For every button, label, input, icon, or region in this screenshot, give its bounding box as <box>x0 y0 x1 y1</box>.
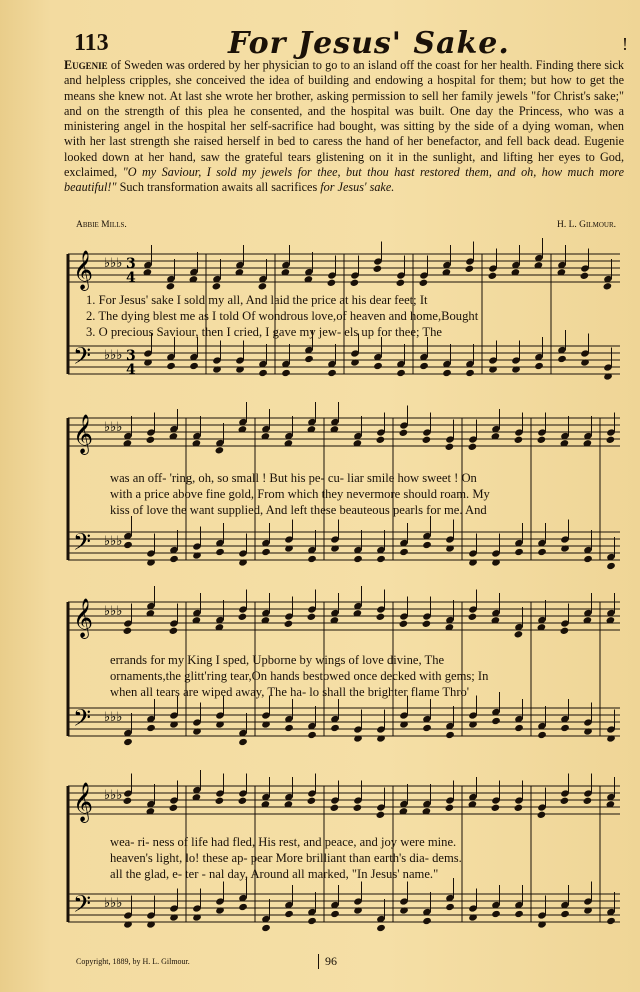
notehead <box>215 446 225 454</box>
notehead <box>514 436 524 444</box>
key-signature-flats-bass: ♭♭♭ <box>104 348 123 363</box>
notehead <box>465 369 475 377</box>
notehead <box>307 555 317 563</box>
composer-credit: H. L. Gilmour. <box>556 220 616 230</box>
key-signature-flats: ♭♭♭ <box>104 420 123 435</box>
notehead <box>307 731 317 739</box>
credits <box>76 220 616 230</box>
lyric-verse-3: kiss of love the want supplied, And left these beauteous pearls for me. And <box>110 503 487 517</box>
key-signature-flats: ♭♭♭ <box>104 604 123 619</box>
treble-clef-icon: 𝄞 <box>73 414 94 454</box>
treble-clef-icon: 𝄞 <box>73 250 94 290</box>
notehead <box>537 731 547 739</box>
notehead <box>166 362 176 370</box>
key-signature-flats: ♭♭♭ <box>104 256 123 271</box>
bass-clef-icon: 𝄢 <box>73 342 92 375</box>
notehead <box>465 265 475 273</box>
notehead <box>514 724 524 732</box>
notehead <box>373 362 383 370</box>
notehead <box>169 555 179 563</box>
notehead <box>123 541 133 549</box>
lyric-verse-3: 3. O precious Saviour, then I cried, I gave my jew- els up for thee; The <box>86 325 442 339</box>
lyric-verse-1: was an off- 'ring, oh, so small ! But his pe- cu- liar smile how sweet ! On <box>110 471 477 485</box>
notehead <box>284 910 294 918</box>
notehead <box>330 804 340 812</box>
hymn-number: 113 <box>74 30 109 56</box>
key-signature-flats-bass: ♭♭♭ <box>104 534 123 549</box>
notehead <box>307 917 317 925</box>
notehead <box>373 265 383 273</box>
notehead <box>560 627 570 635</box>
lyrics-system-1 <box>86 292 626 340</box>
bass-clef-icon: 𝄢 <box>73 704 92 737</box>
notehead <box>399 548 409 556</box>
notehead <box>146 724 156 732</box>
key-signature-flats: ♭♭♭ <box>104 788 123 803</box>
notehead <box>238 903 248 911</box>
story-tail-emphasis: for Jesus' sake. <box>320 180 395 195</box>
lyrics-system-2 <box>110 470 640 518</box>
notehead <box>399 620 409 628</box>
notehead <box>146 436 156 444</box>
notehead <box>560 797 570 805</box>
notehead <box>491 804 501 812</box>
notehead <box>560 910 570 918</box>
notehead <box>284 620 294 628</box>
notehead <box>514 804 524 812</box>
lyric-verse-1: wea- ri- ness of life had fled, His rest, and peace, and joy were mine. <box>110 835 457 849</box>
notehead <box>422 917 432 925</box>
lyric-verse-2: heaven's light, lo! these ap- pear More brilliant than earth's dia- dems. <box>110 851 462 865</box>
notehead <box>399 429 409 437</box>
notehead <box>327 279 337 287</box>
notehead <box>304 355 314 363</box>
notehead <box>603 282 613 290</box>
notehead <box>468 613 478 621</box>
story-quote: "O my Saviour, I sold my jewels for thee, but thou hast restored them, and oh, how much more beautiful!" <box>64 165 624 195</box>
notehead <box>376 811 386 819</box>
key-signature-flats-bass: ♭♭♭ <box>104 896 123 911</box>
notehead <box>537 811 547 819</box>
time-signature-bottom: 4 <box>126 270 136 286</box>
lyric-verse-1: errands for my King I sped, Upborne by wings of love divine, The <box>110 653 445 667</box>
notehead <box>261 548 271 556</box>
copyright-notice: Copyright, 1889, by H. L. Gilmour. <box>76 957 190 966</box>
story-body: of Sweden was ordered by her physician to go to an island off the coast for her health. Finding there sick and helpless cripples, she conceived the idea of building and endowing a hospital for them; but how to get the means she knew not. At last she wrote her brother, asking permission to sell her family jewels "for Christ's sake;" and on the strength of this plea he consented, and the hospital was built. One day the Princess, who was a ministering angel in the hospital her self-sacrifice had bought, was sitting by the side of a dying woman, when with her last strength she raised herself in bed to caress the hand of her benefactor, and fell back dead. Eugenie looked down at her hand, saw the grateful tears glistening on it in the sunlight, and lifting her eyes to God, exclaimed, <box>64 58 624 180</box>
notehead <box>537 436 547 444</box>
notehead <box>261 924 271 932</box>
lyrics-system-4 <box>110 834 640 882</box>
lyric-verse-2: 2. The dying blest me as I told Of wondrous love,of heaven and home,Bought <box>86 309 479 323</box>
time-signature-bottom-bass: 4 <box>126 362 136 378</box>
notehead <box>445 903 455 911</box>
notehead <box>376 555 386 563</box>
notehead <box>284 724 294 732</box>
notehead <box>560 724 570 732</box>
notehead <box>445 443 455 451</box>
notehead <box>212 282 222 290</box>
lyric-verse-3: when all tears are wiped away, The ha- lo shall the brighter flame Thro' <box>110 685 470 699</box>
notehead <box>557 355 567 363</box>
notehead <box>514 910 524 918</box>
page-number: 96 <box>318 954 337 969</box>
story-tail: Such transformation awaits all sacrifices <box>119 180 318 195</box>
hymn-title: For Jesus' Sake. <box>228 26 510 61</box>
notehead <box>422 724 432 732</box>
notehead <box>376 613 386 621</box>
notehead <box>258 369 268 377</box>
notehead <box>583 555 593 563</box>
notehead <box>307 613 317 621</box>
notehead <box>396 279 406 287</box>
notehead <box>606 917 616 925</box>
notehead <box>215 548 225 556</box>
key-signature-flats-bass: ♭♭♭ <box>104 710 123 725</box>
notehead <box>123 797 133 805</box>
treble-clef-icon: 𝄞 <box>73 598 94 638</box>
notehead <box>580 272 590 280</box>
lyric-verse-2: with a price above fine gold, From which they nevermore should roam. My <box>110 487 490 501</box>
lyric-verse-1: 1. For Jesus' sake I sold my all, And laid the price at his dear feet; It <box>86 293 428 307</box>
notehead <box>606 436 616 444</box>
lyric-verse-3: all the glad, e- ter - nal day, Around all marked, "In Jesus' name." <box>110 867 439 881</box>
notehead <box>353 555 363 563</box>
notehead <box>166 282 176 290</box>
notehead <box>537 548 547 556</box>
notehead <box>488 272 498 280</box>
corner-mark: ! <box>622 34 628 54</box>
notehead <box>445 731 455 739</box>
notehead <box>215 797 225 805</box>
notehead <box>491 910 501 918</box>
notehead <box>422 620 432 628</box>
treble-clef-icon: 𝄞 <box>73 782 94 822</box>
notehead <box>376 436 386 444</box>
notehead <box>330 724 340 732</box>
story-lead: Eugenie <box>64 58 108 72</box>
notehead <box>376 924 386 932</box>
notehead <box>189 362 199 370</box>
notehead <box>307 797 317 805</box>
notehead <box>514 548 524 556</box>
notehead <box>419 362 429 370</box>
notehead <box>491 717 501 725</box>
notehead <box>606 562 616 570</box>
notehead <box>281 369 291 377</box>
notehead <box>123 627 133 635</box>
time-signature-top: 3 <box>126 256 136 272</box>
notehead <box>123 738 133 746</box>
notehead <box>419 279 429 287</box>
notehead <box>258 282 268 290</box>
notehead <box>445 804 455 812</box>
notehead <box>169 627 179 635</box>
notehead <box>169 804 179 812</box>
notehead <box>238 613 248 621</box>
time-signature-top-bass: 3 <box>126 348 136 364</box>
notehead <box>468 443 478 451</box>
notehead <box>238 738 248 746</box>
notehead <box>330 910 340 918</box>
bass-clef-icon: 𝄢 <box>73 890 92 923</box>
author-credit: Abbie Mills. <box>76 220 127 230</box>
notehead <box>534 362 544 370</box>
lyric-verse-2: ornaments,the glitt'ring tear,On hands bestowed once decked with gems; In <box>110 669 489 683</box>
bass-clef-icon: 𝄢 <box>73 528 92 561</box>
story-paragraph <box>64 58 624 196</box>
lyrics-system-3 <box>110 652 640 700</box>
notehead <box>327 369 337 377</box>
notehead <box>353 804 363 812</box>
notehead <box>350 279 360 287</box>
notehead <box>396 369 406 377</box>
notehead <box>422 436 432 444</box>
notehead <box>514 630 524 638</box>
notehead <box>422 541 432 549</box>
notehead <box>442 369 452 377</box>
notehead <box>583 797 593 805</box>
notehead <box>238 797 248 805</box>
